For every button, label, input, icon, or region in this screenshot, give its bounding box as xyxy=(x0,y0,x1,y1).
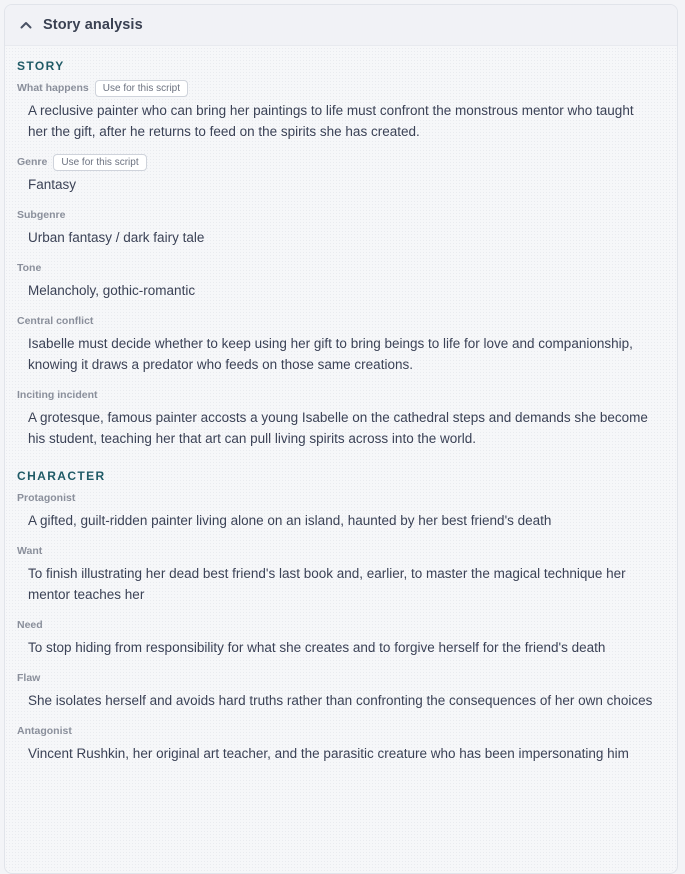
field-label: Inciting incident xyxy=(17,389,98,401)
field-subgenre xyxy=(17,206,665,248)
field-label: What happens xyxy=(17,82,89,94)
field-genre xyxy=(17,153,665,195)
field-label: Antagonist xyxy=(17,725,72,737)
story-section-title: STORY xyxy=(17,59,65,73)
field-value: A gifted, guilt-ridden painter living alone on an island, haunted by her best friend's death xyxy=(28,513,552,528)
field-label: Tone xyxy=(17,262,42,274)
use-for-script-button[interactable]: Use for this script xyxy=(53,154,146,171)
panel-header[interactable] xyxy=(5,5,677,46)
field-flaw xyxy=(17,669,665,711)
field-value: To finish illustrating her dead best friend's last book and, earlier, to master the magical technique her mentor teaches her xyxy=(28,566,626,602)
panel-content xyxy=(5,46,677,764)
field-label: Want xyxy=(17,545,43,557)
field-label: Central conflict xyxy=(17,315,94,327)
field-what-happens xyxy=(17,79,665,142)
field-tone xyxy=(17,259,665,301)
field-value: Fantasy xyxy=(28,177,77,192)
field-value: Melancholy, gothic-romantic xyxy=(28,283,196,298)
field-label: Genre xyxy=(17,156,48,168)
field-value: A grotesque, famous painter accosts a young Isabelle on the cathedral steps and demands she become his student, teaching her that art can pull living spirits across into the world. xyxy=(28,410,648,446)
field-value: She isolates herself and avoids hard truths rather than confronting the consequences of her own choices xyxy=(28,693,653,708)
field-label: Protagonist xyxy=(17,492,76,504)
field-central-conflict xyxy=(17,312,665,375)
field-value: Vincent Rushkin, her original art teacher, and the parasitic creature who has been impersonating him xyxy=(28,746,629,761)
panel-title: Story analysis xyxy=(43,17,143,33)
field-label: Subgenre xyxy=(17,209,66,221)
field-label: Need xyxy=(17,619,43,631)
use-for-script-button[interactable]: Use for this script xyxy=(95,80,188,97)
field-value: Urban fantasy / dark fairy tale xyxy=(28,230,205,245)
field-value: To stop hiding from responsibility for what she creates and to forgive herself for the friend's death xyxy=(28,640,606,655)
field-need xyxy=(17,616,665,658)
character-section-title: CHARACTER xyxy=(17,469,106,483)
field-value: A reclusive painter who can bring her paintings to life must confront the monstrous mentor who taught her the gift, after he returns to feed on the spirits she has created. xyxy=(28,103,634,139)
field-want xyxy=(17,542,665,605)
chevron-up-icon[interactable] xyxy=(19,18,33,32)
field-value: Isabelle must decide whether to keep using her gift to bring beings to life for love and companionship, knowing it draws a predator who feeds on those same creations. xyxy=(28,336,633,372)
field-antagonist xyxy=(17,722,665,764)
story-analysis-panel xyxy=(4,4,678,874)
field-inciting-incident xyxy=(17,386,665,449)
field-label: Flaw xyxy=(17,672,41,684)
field-protagonist xyxy=(17,489,665,531)
